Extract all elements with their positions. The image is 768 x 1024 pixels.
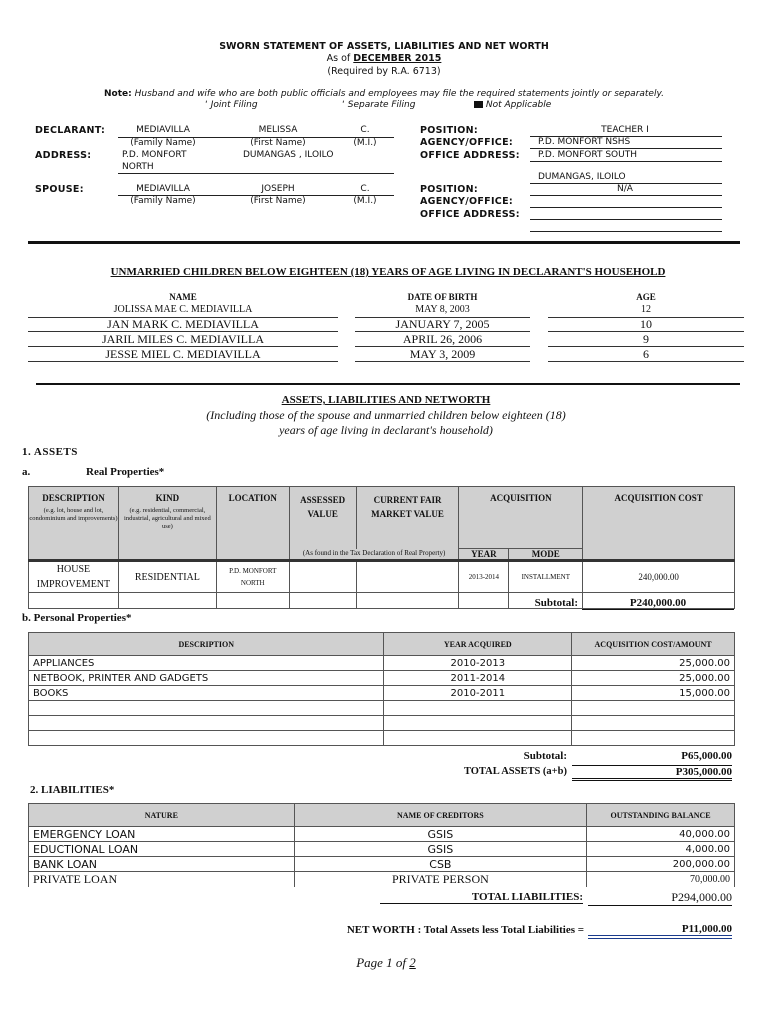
personal-cell-cost: 15,000.00 (572, 686, 735, 701)
as-of-prefix: As of (326, 53, 354, 64)
real-col-kind-note: (e.g. residential, commercial, industrial, agricultural and mixed use) (124, 507, 211, 530)
liab-cell-nature: EMERGENCY LOAN (29, 827, 295, 842)
agency-label: AGENCY/OFFICE: (420, 137, 513, 148)
child-dob: MAY 3, 2009 (355, 347, 530, 362)
personal-subtotal-label: Subtotal: (523, 750, 567, 762)
real-col-location: LOCATION (216, 487, 289, 561)
table-row (29, 872, 735, 887)
children-col-age: AGE (636, 292, 656, 302)
table-row (29, 716, 735, 731)
personal-col-description: DESCRIPTION (29, 633, 384, 656)
spouse-agency-label: AGENCY/OFFICE: (420, 196, 513, 207)
liab-cell-nature: BANK LOAN (29, 857, 295, 872)
liabilities-heading: 2. LIABILITIES* (30, 784, 115, 796)
liab-col-balance: OUTSTANDING BALANCE (587, 804, 735, 827)
liab-cell-creditor: GSIS (294, 842, 587, 857)
real-col-year: YEAR (459, 549, 509, 561)
real-col-kind-label: KIND (155, 493, 180, 503)
real-col-acquisition: ACQUISITION (459, 487, 583, 549)
table-row (29, 842, 735, 857)
page-indicator (0, 955, 768, 971)
form-title: SWORN STATEMENT OF ASSETS, LIABILITIES AND NET WORTH (219, 41, 549, 52)
checkbox-checked-icon[interactable] (474, 101, 483, 108)
spouse-family-name: MEDIAVILLA (136, 184, 190, 194)
child-name: JESSE MIEL C. MEDIAVILLA (28, 347, 338, 362)
table-row (29, 686, 735, 701)
spouse-office-line2 (530, 231, 722, 232)
real-heading: Real Properties* (86, 466, 165, 478)
personal-cell-cost (572, 731, 735, 746)
liab-col-creditors: NAME OF CREDITORS (294, 804, 587, 827)
spouse-label: SPOUSE: (35, 184, 84, 195)
agency-line (530, 148, 722, 149)
section-divider-2 (36, 383, 740, 385)
personal-col-year: YEAR ACQUIRED (384, 633, 572, 656)
position-label: POSITION: (420, 125, 478, 136)
personal-cell-cost: 25,000.00 (572, 656, 735, 671)
child-age: 10 (548, 317, 744, 332)
spouse-mi-caption: (M.I.) (353, 196, 377, 206)
address-line1b: DUMANGAS , ILOILO (243, 150, 334, 160)
spouse-office-line1 (530, 219, 722, 220)
table-row (29, 561, 735, 593)
personal-cell-year (384, 701, 572, 716)
personal-cell-cost: 25,000.00 (572, 671, 735, 686)
children-col-name: NAME (169, 292, 197, 302)
personal-cell-year (384, 716, 572, 731)
as-of-date: DECEMBER 2015 (353, 53, 442, 64)
table-row (29, 656, 735, 671)
declarant-label: DECLARANT: (35, 125, 106, 136)
personal-cell-description (29, 731, 384, 746)
address-line (118, 173, 394, 174)
child-age: 9 (548, 332, 744, 347)
personal-cell-description: BOOKS (29, 686, 384, 701)
declarant-family-name: MEDIAVILLA (136, 125, 190, 135)
personal-properties-table (28, 632, 735, 746)
joint-filing-label: Joint Filing (210, 100, 258, 110)
position-value: TEACHER I (601, 125, 649, 135)
real-col-description-label: DESCRIPTION (42, 493, 105, 503)
spouse-mi: C. (360, 184, 370, 194)
personal-heading: b. Personal Properties* (22, 612, 132, 624)
declarant-first-caption: (First Name) (250, 138, 306, 148)
separate-filing-option[interactable] (342, 100, 415, 110)
address-line2: NORTH (122, 162, 154, 172)
personal-subtotal-value: P65,000.00 (681, 750, 732, 762)
note-text: Husband and wife who are both public officials and employees may file the required statements jointly or separately. (131, 89, 664, 99)
child-dob: MAY 8, 2003 (355, 303, 530, 318)
checkbox-empty-icon[interactable]: ‘ (342, 100, 345, 110)
liab-cell-creditor: PRIVATE PERSON (294, 872, 587, 887)
spouse-first-name: JOSEPH (261, 184, 295, 194)
table-row (29, 731, 735, 746)
total-assets-label: TOTAL ASSETS (a+b) (463, 766, 567, 777)
page-prefix: Page 1 of (356, 955, 410, 970)
personal-cell-description (29, 701, 384, 716)
total-liabilities-label: TOTAL LIABILITIES: (380, 891, 583, 904)
real-col-value-note: (As found in the Tax Declaration of Real Property) (289, 549, 459, 561)
real-cell-year: 2013-2014 (459, 561, 509, 593)
office-address-value1: P.D. MONFORT SOUTH (538, 150, 637, 160)
agency-value: P.D. MONFORT NSHS (538, 137, 631, 147)
real-subtotal-label: Subtotal: (534, 597, 578, 609)
child-name: JOLISSA MAE C. MEDIAVILLA (28, 303, 338, 318)
table-row (29, 701, 735, 716)
personal-cell-description (29, 716, 384, 731)
child-name: JAN MARK C. MEDIAVILLA (28, 317, 338, 332)
liab-cell-creditor: GSIS (294, 827, 587, 842)
networth-label: NET WORTH : Total Assets less Total Liabilities = (346, 924, 584, 936)
real-cell-fair (356, 561, 459, 593)
address-label: ADDRESS: (35, 150, 92, 161)
spouse-position-line (530, 195, 722, 196)
alnw-sub1: (Including those of the spouse and unmarried children below eighteen (18) (206, 408, 566, 422)
liab-cell-nature: PRIVATE LOAN (29, 872, 295, 887)
real-subtotal-value: P240,000.00 (582, 597, 734, 610)
assets-heading: 1. ASSETS (22, 446, 78, 458)
liab-cell-balance: 70,000.00 (587, 872, 735, 887)
table-row (29, 827, 735, 842)
alnw-title: ASSETS, LIABILITIES AND NETWORTH (281, 394, 491, 406)
networth-value: P11,000.00 (588, 923, 732, 939)
personal-col-cost: ACQUISITION COST/AMOUNT (572, 633, 735, 656)
spouse-agency-line (530, 207, 722, 208)
separate-filing-label: Separate Filing (347, 100, 416, 110)
personal-cell-cost (572, 716, 735, 731)
real-col-description-note: (e.g. lot, house and lot, condominium and improvements) (29, 507, 118, 522)
spouse-family-caption: (Family Name) (130, 196, 196, 206)
office-address-line1 (530, 161, 722, 162)
liab-cell-balance: 200,000.00 (587, 857, 735, 872)
office-address-label: OFFICE ADDRESS: (420, 150, 520, 161)
declarant-first-name: MELISSA (258, 125, 298, 135)
real-col-fair: CURRENT FAIR MARKET VALUE (356, 487, 459, 549)
real-col-description (29, 487, 119, 561)
liab-cell-creditor: CSB (294, 857, 587, 872)
real-cell-mode: INSTALLMENT (509, 561, 583, 593)
personal-cell-year: 2010-2013 (384, 656, 572, 671)
personal-cell-cost (572, 701, 735, 716)
spouse-position-label: POSITION: (420, 184, 478, 195)
declarant-mi-caption: (M.I.) (353, 138, 377, 148)
liab-col-nature: NATURE (29, 804, 295, 827)
personal-cell-year (384, 731, 572, 746)
real-cell-assessed (289, 561, 356, 593)
real-letter: a. (22, 466, 31, 478)
address-line1a: P.D. MONFORT (122, 150, 187, 160)
checkbox-empty-icon[interactable]: ‘ (205, 100, 208, 110)
joint-filing-option[interactable] (205, 100, 258, 110)
table-row (29, 671, 735, 686)
not-applicable-label: Not Applicable (485, 100, 552, 110)
real-col-acq-cost: ACQUISITION COST (583, 487, 735, 561)
liab-cell-balance: 40,000.00 (587, 827, 735, 842)
spouse-first-caption: (First Name) (250, 196, 306, 206)
declarant-family-caption: (Family Name) (130, 138, 196, 148)
child-dob: APRIL 26, 2006 (355, 332, 530, 347)
children-col-dob: DATE OF BIRTH (407, 292, 478, 302)
liabilities-table (28, 803, 735, 887)
personal-cell-description: NETBOOK, PRINTER AND GADGETS (29, 671, 384, 686)
real-properties-table (28, 486, 735, 609)
personal-cell-description: APPLIANCES (29, 656, 384, 671)
real-col-assessed: ASSESSED VALUE (289, 487, 356, 549)
section-divider (28, 241, 740, 244)
office-address-value2: DUMANGAS, ILOILO (538, 172, 626, 182)
child-age: 6 (548, 347, 744, 362)
real-cell-cost: 240,000.00 (583, 561, 735, 593)
required-by: (Required by R.A. 6713) (327, 66, 441, 77)
table-row (29, 857, 735, 872)
liab-cell-balance: 4,000.00 (587, 842, 735, 857)
total-assets-value: P305,000.00 (572, 765, 732, 781)
as-of-line (0, 52, 768, 65)
personal-cell-year: 2011-2014 (384, 671, 572, 686)
real-col-mode: MODE (509, 549, 583, 561)
real-cell-description: HOUSE IMPROVEMENT (29, 561, 119, 593)
real-cell-location: P.D. MONFORT NORTH (216, 561, 289, 593)
children-title: UNMARRIED CHILDREN BELOW EIGHTEEN (18) YEARS OF AGE LIVING IN DECLARANT'S HOUSEHOLD (110, 266, 666, 278)
page-total[interactable]: 2 (409, 955, 416, 970)
total-liabilities-value: P294,000.00 (588, 890, 732, 906)
child-dob: JANUARY 7, 2005 (355, 317, 530, 332)
alnw-sub2: years of age living in declarant's household) (279, 423, 493, 437)
personal-cell-year: 2010-2011 (384, 686, 572, 701)
note-label: Note: (104, 89, 132, 99)
not-applicable-option[interactable] (474, 100, 551, 110)
liab-cell-nature: EDUCTIONAL LOAN (29, 842, 295, 857)
spouse-position-value: N/A (617, 184, 633, 194)
child-name: JARIL MILES C. MEDIAVILLA (28, 332, 338, 347)
child-age: 12 (548, 303, 744, 318)
declarant-mi: C. (360, 125, 370, 135)
real-col-kind (118, 487, 216, 561)
spouse-office-address-label: OFFICE ADDRESS: (420, 209, 520, 220)
real-cell-kind: RESIDENTIAL (118, 561, 216, 593)
